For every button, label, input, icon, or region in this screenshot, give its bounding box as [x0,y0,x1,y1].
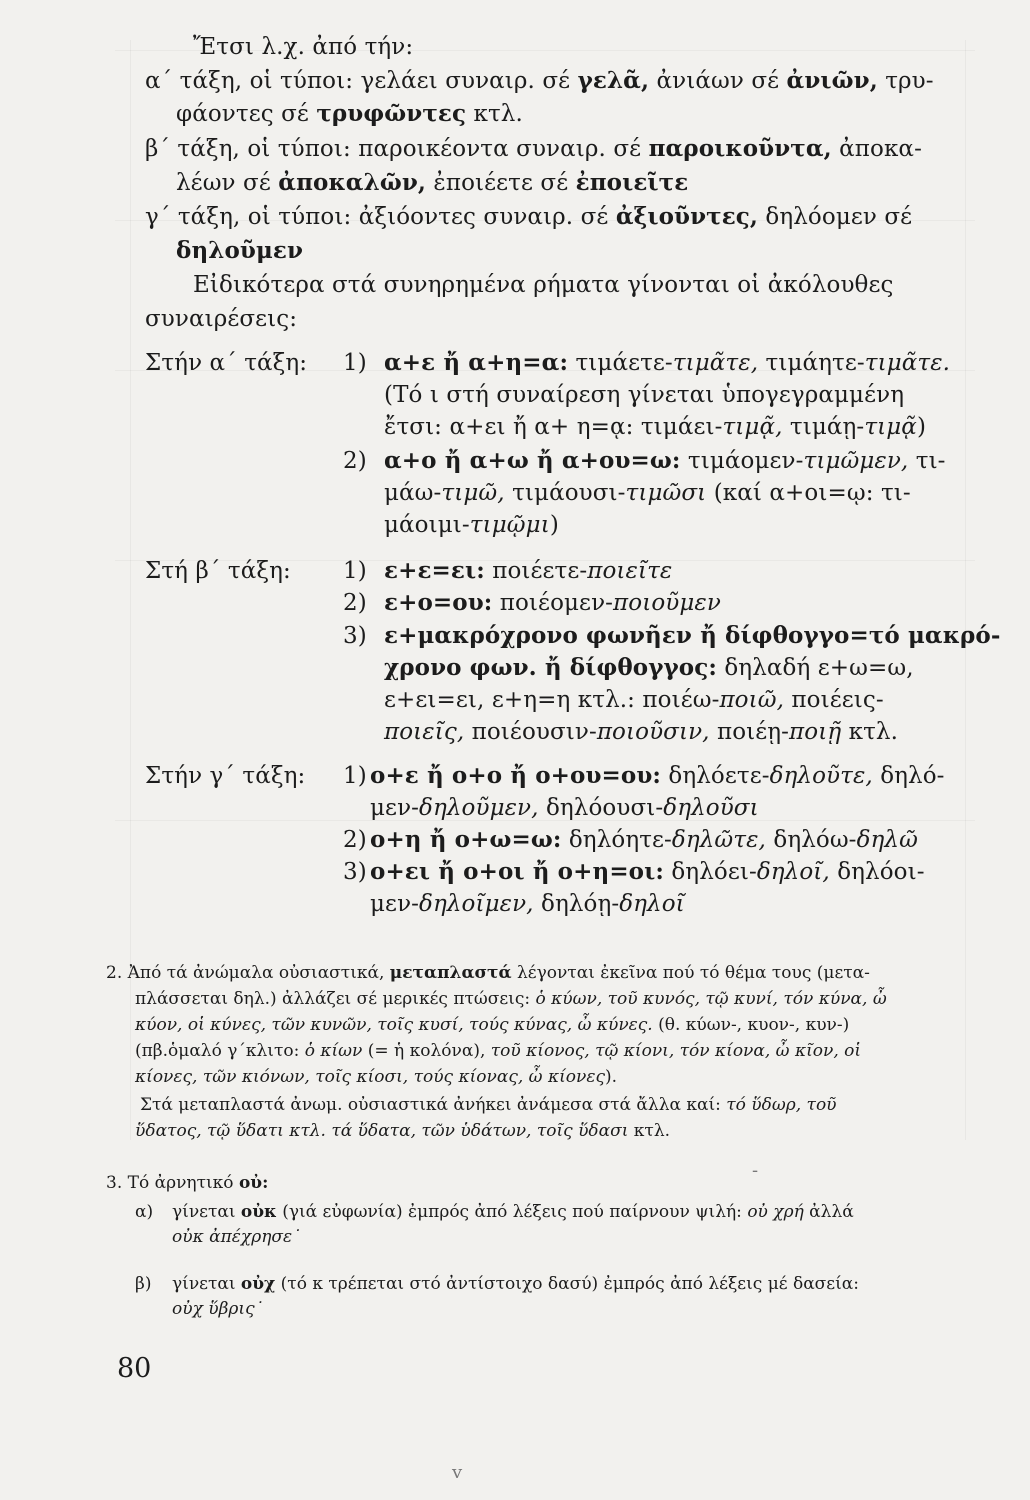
text-line: ποιεῖς, ποιέουσιν-ποιοῦσιν, ποιέῃ-ποιῇ κτλ. [384,719,899,745]
section-label: Στήν α΄ τάξη: [145,350,308,376]
item-number: 1) [343,558,367,584]
text-line: ἔτσι: α+ει ἤ α+ η=ᾳ: τιμάει-τιμᾷ, τιμάῃ-τιμᾷ) [384,414,927,440]
text-line: μάω-τιμῶ, τιμάουσι-τιμῶσι (καί α+οι=ῳ: τι- [384,480,911,506]
footnote-item-label: α) [135,1202,154,1222]
text-line: Εἰδικότερα στά συνηρημένα ρήματα γίνονται οἱ ἀκόλουθες [193,272,894,298]
text-line: α+ε ἤ α+η=α: τιμάετε-τιμᾶτε, τιμάητε-τιμᾶτε. [384,349,951,376]
text-line: ο+η ἤ ο+ω=ω: δηλόητε-δηλῶτε, δηλόω-δηλῶ [370,826,918,853]
text-line: γ΄ τάξη, οἱ τύποι: ἀξιόοντες συναιρ. σέ ἀξιοῦντες, δηλόομεν σέ [145,203,913,230]
item-number: 3) [343,623,367,649]
stray-mark: ⅴ [452,1462,463,1483]
footnote-line: οὐκ ἀπέχρησε˙ [172,1227,301,1247]
footnote-line: γίνεται οὐχ (τό κ τρέπεται στό ἀντίστοιχο δασύ) ἐμπρός ἀπό λέξεις μέ δασεία: [172,1274,859,1294]
text-line: λέων σέ ἀποκαλῶν, ἐποιέετε σέ ἐποιεῖτε [176,169,689,196]
footnote-line: κίονες, τῶν κιόνων, τοῖς κίοσι, τούς κίονας, ὦ κίονες). [135,1067,618,1087]
text-line: συναιρέσεις: [145,306,298,332]
text-line: μάοιμι-τιμῷμι) [384,512,559,538]
item-number: 1) [343,763,367,789]
text-line: α+ο ἤ α+ω ἤ α+ου=ω: τιμάομεν-τιμῶμεν, τι- [384,447,946,474]
text-line: ο+ει ἤ ο+οι ἤ ο+η=οι: δηλόει-δηλοῖ, δηλόοι- [370,858,925,885]
text-line: Ἔτσι λ.χ. ἀπό τήν: [193,34,414,60]
footnote-line: 2. Ἀπό τά ἀνώμαλα οὐσιαστικά, μεταπλαστά λέγονται ἐκεῖνα πού τό θέμα τους (μετα- [106,963,870,983]
section-label: Στήν γ΄ τάξη: [145,763,306,789]
footnote-line: ὕδατος, τῷ ὕδατι κτλ. τά ὕδατα, τῶν ὑδάτων, τοῖς ὕδασι κτλ. [135,1121,671,1141]
text-line: δηλοῦμεν [176,237,304,264]
footnote-line: κύον, οἱ κύνες, τῶν κυνῶν, τοῖς κυσί, τούς κύνας, ὦ κύνες. (θ. κύων-, κυον-, κυν-) [135,1015,850,1035]
item-number: 3) [343,859,367,885]
section-label: Στή β΄ τάξη: [145,558,291,584]
text-line: ο+ε ἤ ο+ο ἤ ο+ου=ου: δηλόετε-δηλοῦτε, δηλό- [370,762,945,789]
text-line: ε+ει=ει, ε+η=η κτλ.: ποιέω-ποιῶ, ποιέεις- [384,687,884,713]
footnote-item-label: β) [135,1274,152,1294]
stray-mark: - [752,1160,759,1181]
text-line: ε+μακρόχρονο φωνῆεν ἤ δίφθογγο=τό μακρό- [384,622,1001,649]
text-line: χρονο φων. ἤ δίφθογγος: δηλαδή ε+ω=ω, [384,654,914,681]
footnote-line: γίνεται οὐκ (γιά εὐφωνία) ἐμπρός ἀπό λέξεις πού παίρνουν ψιλή: οὐ χρή ἀλλά [172,1202,854,1222]
page-number: 80 [117,1353,152,1384]
text-line: β΄ τάξη, οἱ τύποι: παροικέοντα συναιρ. σέ παροικοῦντα, ἀποκα- [145,135,922,162]
footnote-line: Στά μεταπλαστά ἀνωμ. οὐσιαστικά ἀνήκει ἀνάμεσα στά ἄλλα καί: τό ὕδωρ, τοῦ [140,1095,837,1115]
text-line: μεν-δηλοῦμεν, δηλόουσι-δηλοῦσι [370,795,759,821]
text-line: ε+ο=ου: ποιέομεν-ποιοῦμεν [384,589,721,616]
item-number: 2) [343,448,367,474]
text-line: μεν-δηλοῖμεν, δηλόῃ-δηλοῖ [370,891,685,917]
item-number: 2) [343,590,367,616]
footnote-line: πλάσσεται δηλ.) ἀλλάζει σέ μερικές πτώσεις: ὁ κύων, τοῦ κυνός, τῷ κυνί, τόν κύνα, ὦ [135,989,887,1009]
text-line: (Τό ι στή συναίρεση γίνεται ὑπογεγραμμένη [384,382,905,408]
item-number: 1) [343,350,367,376]
text-line: α΄ τάξη, οἱ τύποι: γελάει συναιρ. σέ γελᾶ, ἀνιάων σέ ἀνιῶν, τρυ- [145,67,934,94]
footnote-line: (πβ.ὁμαλό γ΄κλιτο: ὁ κίων (= ἡ κολόνα), τοῦ κίονος, τῷ κίονι, τόν κίονα, ὦ κῖον, οἱ [135,1041,862,1061]
item-number: 2) [343,827,367,853]
footnote-line: 3. Τό ἀρνητικό οὐ: [106,1173,269,1193]
footnote-line: οὐχ ὕβρις˙ [172,1299,264,1319]
text-line: φάοντες σέ τρυφῶντες κτλ. [176,100,523,127]
text-line: ε+ε=ει: ποιέετε-ποιεῖτε [384,557,673,584]
